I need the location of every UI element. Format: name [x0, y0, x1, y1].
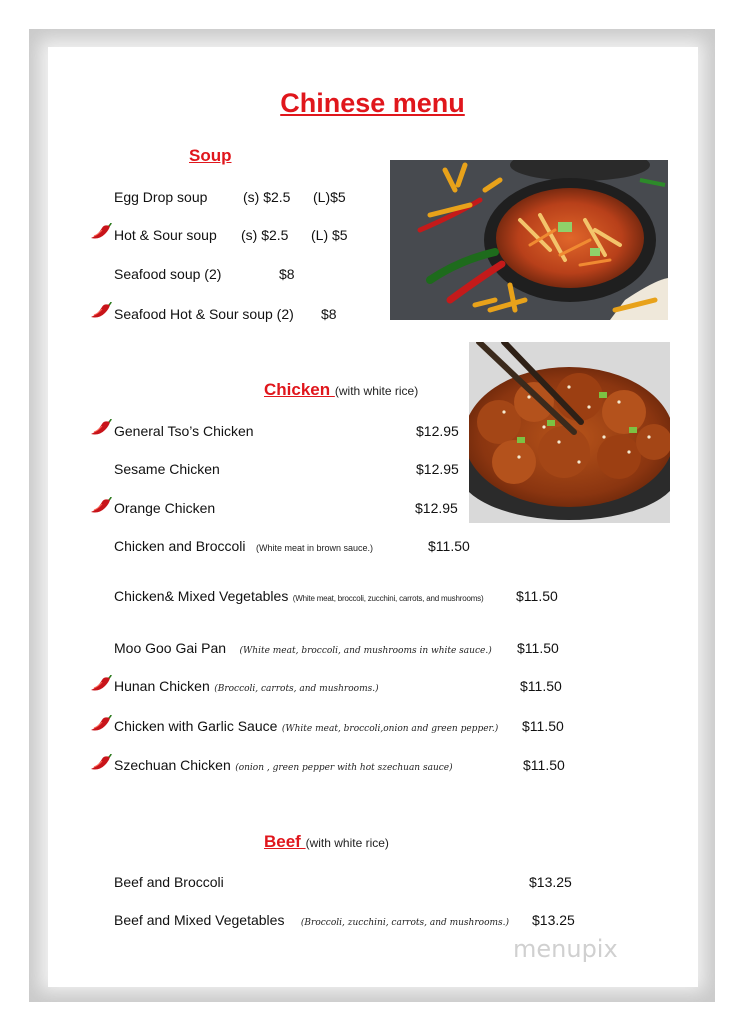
chicken-item-name: Szechuan Chicken [114, 757, 231, 773]
chili-pepper-icon [90, 302, 112, 320]
chicken-item-desc: (White meat, broccoli, zucchini, carrots, and mushrooms) [292, 594, 484, 603]
chili-pepper-icon [90, 497, 112, 515]
chicken-item-desc: (White meat, broccoli,onion and green pepper.) [281, 724, 499, 734]
chicken-item-name: Chicken and Broccoli [114, 538, 246, 554]
menu-title: Chinese menu [280, 88, 465, 118]
chicken-item-desc: (White meat, broccoli, and mushrooms in white sauce.) [239, 646, 492, 656]
beef-item-desc: (Broccoli, zucchini, carrots, and mushrooms.) [300, 918, 510, 928]
chicken-item-name: Chicken& Mixed Vegetables [114, 588, 289, 604]
chicken-item-row [114, 757, 453, 775]
chicken-item-price: $12.95 [415, 500, 458, 516]
chicken-item-price: $11.50 [522, 718, 564, 734]
chicken-item-name: General Tso’s Chicken [114, 423, 254, 439]
soup-item-price: $8 [321, 306, 337, 322]
chicken-item-row [114, 588, 483, 606]
orange-chicken-photo [469, 342, 670, 523]
beef-item-name: Beef and Broccoli [114, 874, 224, 890]
soup-item-large-price: (L)$5 [313, 189, 346, 205]
chicken-item-row [114, 640, 492, 658]
soup-item-name: Seafood soup (2) [114, 266, 222, 282]
beef-item-row [114, 912, 509, 930]
soup-item-small-price: (s) $2.5 [243, 189, 291, 205]
beef-heading: Beef [264, 832, 306, 851]
chicken-item-row [114, 538, 373, 556]
chicken-item-desc: (onion , green pepper with hot szechuan sauce) [235, 763, 453, 773]
chicken-item-name: Orange Chicken [114, 500, 216, 516]
soup-item-large-price: (L) $5 [311, 227, 348, 243]
soup-item-name: Hot & Sour soup [114, 227, 217, 243]
chicken-item-row [114, 718, 498, 736]
chicken-item-name: Hunan Chicken [114, 678, 210, 694]
chicken-item-desc: (Broccoli, carrots, and mushrooms.) [214, 684, 379, 694]
soup-heading: Soup [189, 146, 232, 165]
chicken-item-price: $11.50 [516, 588, 558, 604]
chicken-item-row [114, 678, 379, 696]
chili-pepper-icon [90, 754, 112, 772]
chili-pepper-icon [90, 675, 112, 693]
chicken-item-name: Sesame Chicken [114, 461, 220, 477]
beef-item-price: $13.25 [529, 874, 572, 890]
chili-pepper-icon [90, 419, 112, 437]
chili-pepper-icon [90, 223, 112, 241]
chicken-item-price: $11.50 [523, 757, 565, 773]
chicken-heading: Chicken [264, 380, 335, 399]
beef-item-price: $13.25 [532, 912, 575, 928]
beef-item-name: Beef and Mixed Vegetables [114, 912, 285, 928]
beef-note: (with white rice) [305, 836, 389, 850]
soup-item-small-price: (s) $2.5 [241, 227, 289, 243]
menupix-watermark: menupix [513, 935, 618, 963]
chicken-item-desc: (White meat in brown sauce.) [255, 543, 374, 553]
beef-heading-row [264, 832, 389, 852]
chicken-item-price: $11.50 [517, 640, 559, 656]
chicken-note: (with white rice) [334, 384, 419, 398]
chicken-item-price: $12.95 [416, 461, 459, 477]
chicken-item-price: $11.50 [428, 538, 470, 554]
hot-sour-soup-photo [390, 160, 668, 320]
chili-pepper-icon [90, 715, 112, 733]
soup-item-price: $8 [279, 266, 295, 282]
chicken-item-name: Chicken with Garlic Sauce [114, 718, 278, 734]
soup-item-name: Egg Drop soup [114, 189, 208, 205]
soup-item-name: Seafood Hot & Sour soup (2) [114, 306, 294, 322]
chicken-heading-row [264, 380, 418, 400]
chicken-item-price: $12.95 [416, 423, 459, 439]
chicken-item-name: Moo Goo Gai Pan [114, 640, 227, 656]
chicken-item-price: $11.50 [520, 678, 562, 694]
